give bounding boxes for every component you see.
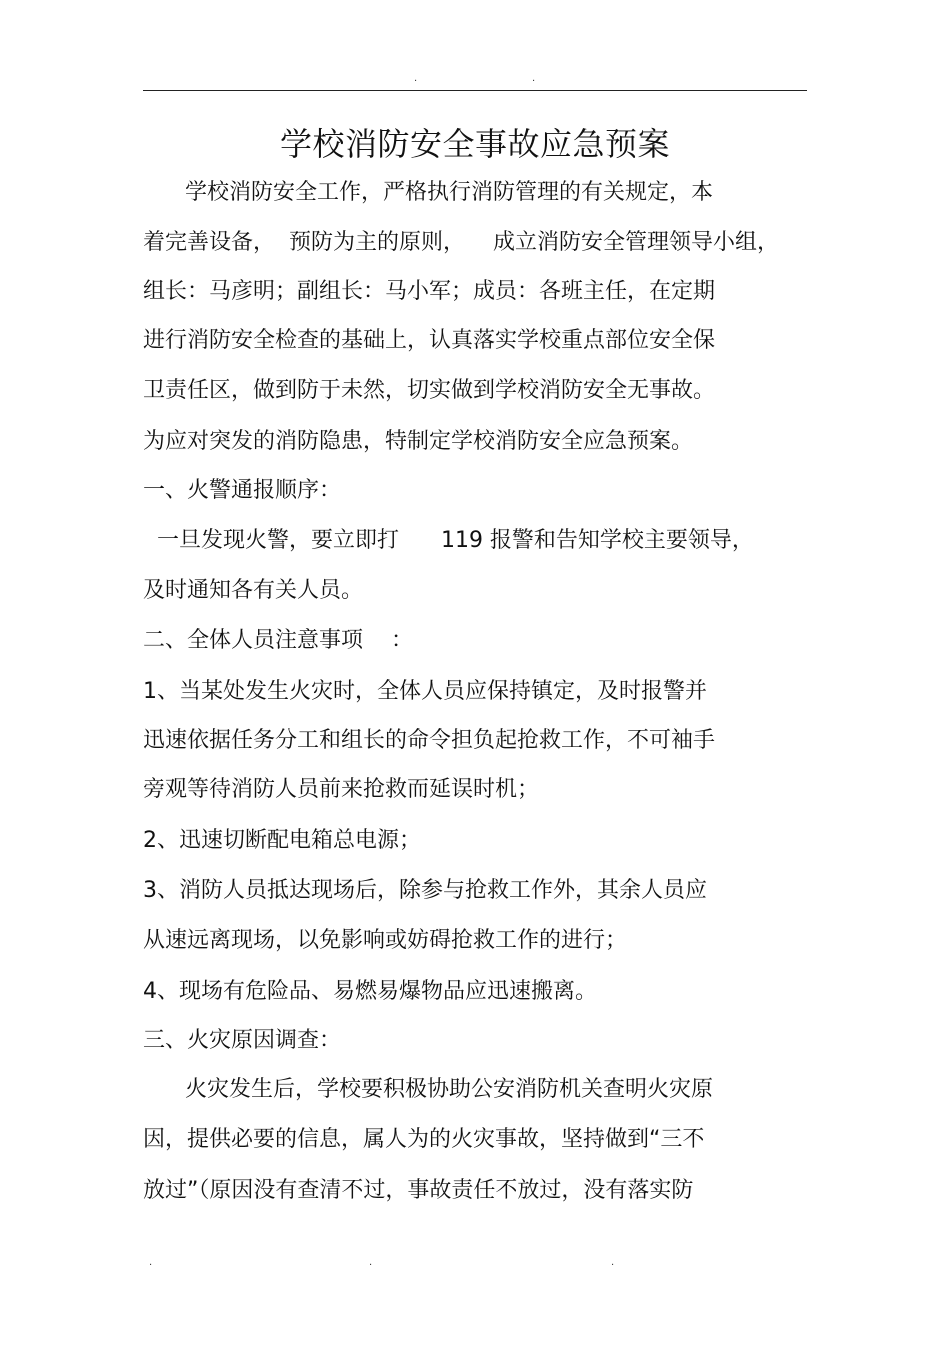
- section-heading: 一、火警通报顺序：: [143, 478, 342, 503]
- body-line: 从速远离现场，以免影响或妨碍抢救工作的进行；: [143, 928, 628, 953]
- body-line: 进行消防安全检查的基础上，认真落实学校重点部位安全保: [143, 328, 716, 353]
- body-line: 旁观等待消防人员前来抢救而延误时机；: [143, 777, 540, 802]
- body-line: 组长：马彦明；副组长：马小军；成员：各班主任，在定期: [143, 279, 716, 304]
- body-line: 迅速依据任务分工和组长的命令担负起抢救工作，不可袖手: [143, 728, 716, 753]
- footer-dot: .: [369, 1257, 373, 1268]
- list-item: 2、迅速切断配电箱总电源；: [143, 828, 421, 853]
- header-rule: [143, 90, 807, 91]
- header-dot: .: [414, 73, 418, 84]
- section-heading: 三、火灾原因调查：: [143, 1028, 342, 1053]
- body-line: 因，提供必要的信息，属人为的火灾事故，坚持做到“三不: [143, 1127, 705, 1152]
- list-item: 3、消防人员抵达现场后，除参与抢救工作外，其余人员应: [143, 878, 707, 903]
- body-line: 一旦发现火警，要立即打 119 报警和告知学校主要领导，: [143, 528, 754, 553]
- body-line: 及时通知各有关人员。: [143, 578, 364, 603]
- body-line: 为应对突发的消防隐患，特制定学校消防安全应急预案。: [143, 429, 694, 454]
- section-heading: 二、全体人员注意事项 ：: [143, 628, 413, 653]
- body-line: 学校消防安全工作，严格执行消防管理的有关规定，本: [143, 180, 713, 205]
- footer-dots: [0, 1258, 950, 1268]
- body-line: 放过”（原因没有查清不过，事故责任不放过，没有落实防: [143, 1178, 694, 1203]
- body-line: 火灾发生后，学校要积极协助公安消防机关查明火灾原: [143, 1077, 713, 1102]
- list-item: 1、当某处发生火灾时，全体人员应保持镇定，及时报警并: [143, 679, 707, 704]
- header-dots: [0, 74, 950, 84]
- list-item: 4、现场有危险品、易燃易爆物品应迅速搬离。: [143, 979, 597, 1004]
- document-title: 学校消防安全事故应急预案: [279, 125, 670, 163]
- body-line: 卫责任区，做到防于未然，切实做到学校消防安全无事故。: [143, 378, 716, 403]
- footer-dot: .: [611, 1257, 615, 1268]
- footer-dot: .: [149, 1257, 153, 1268]
- header-dot: .: [532, 73, 536, 84]
- body-line: 着完善设备， 预防为主的原则， 成立消防安全管理领导小组，: [143, 230, 779, 255]
